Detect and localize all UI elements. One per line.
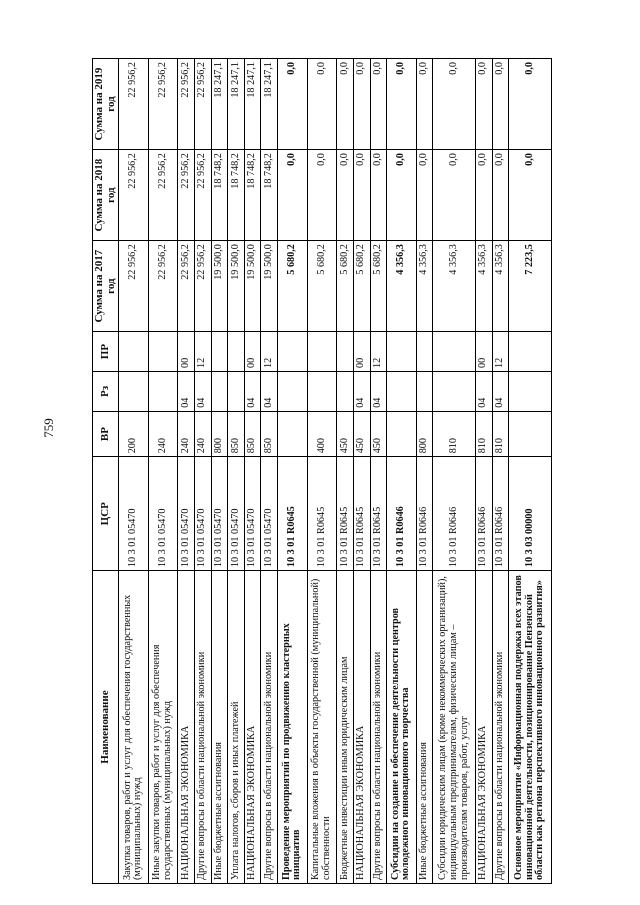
cell-sum-2019: 0,0 (509, 59, 552, 150)
table-row (416, 59, 433, 884)
cell-csr: 10 3 01 R0646 (387, 457, 417, 571)
cell-vr: 850 (244, 411, 261, 457)
cell-rz (509, 371, 552, 411)
cell-csr: 10 3 01 05470 (178, 457, 195, 571)
cell-sum-2019: 0,0 (433, 59, 476, 150)
cell-csr: 10 3 01 05470 (194, 457, 211, 571)
cell-vr: 400 (307, 411, 337, 457)
cell-name: Основное мероприятие «Информационная поддержка всех этапов инновационной деятельности, позиционирование Пензенской области как региона перспективного инновационного развития» (509, 571, 552, 884)
table-header-row (93, 59, 119, 884)
cell-csr: 10 3 01 R0646 (433, 457, 476, 571)
table-row (244, 59, 261, 884)
cell-sum-2017: 5 680,2 (353, 241, 370, 332)
cell-rz (307, 371, 337, 411)
cell-sum-2017: 5 680,2 (307, 241, 337, 332)
cell-pr: 00 (244, 332, 261, 372)
cell-vr: 810 (433, 411, 476, 457)
cell-rz (119, 371, 149, 411)
table-row (278, 59, 308, 884)
cell-sum-2019: 18 247,1 (228, 59, 245, 150)
header-vr: ВР (93, 411, 119, 457)
cell-sum-2019: 0,0 (278, 59, 308, 150)
cell-rz: 04 (492, 371, 509, 411)
header-sum-2019: Сумма на 2019 год (93, 59, 119, 150)
cell-rz: 04 (261, 371, 278, 411)
cell-rz: 04 (370, 371, 387, 411)
cell-sum-2017: 22 956,2 (148, 241, 178, 332)
cell-csr: 10 3 01 R0645 (278, 457, 308, 571)
cell-vr: 850 (228, 411, 245, 457)
cell-csr: 10 3 01 R0646 (492, 457, 509, 571)
cell-vr (387, 411, 417, 457)
table-row (148, 59, 178, 884)
table-row (307, 59, 337, 884)
cell-vr: 800 (211, 411, 228, 457)
cell-csr: 10 3 01 R0646 (476, 457, 493, 571)
cell-sum-2019: 22 956,2 (148, 59, 178, 150)
cell-sum-2017: 7 223,5 (509, 241, 552, 332)
table-row (261, 59, 278, 884)
cell-sum-2018: 22 956,2 (194, 150, 211, 241)
cell-sum-2019: 22 956,2 (194, 59, 211, 150)
cell-rz (433, 371, 476, 411)
cell-sum-2019: 0,0 (416, 59, 433, 150)
cell-sum-2019: 0,0 (476, 59, 493, 150)
cell-sum-2017: 22 956,2 (178, 241, 195, 332)
cell-rz (278, 371, 308, 411)
cell-sum-2019: 22 956,2 (119, 59, 149, 150)
cell-pr (119, 332, 149, 372)
table-row (337, 59, 354, 884)
cell-pr (278, 332, 308, 372)
cell-sum-2019: 0,0 (370, 59, 387, 150)
cell-pr (509, 332, 552, 372)
cell-sum-2018: 22 956,2 (119, 150, 149, 241)
cell-name: Проведение мероприятий по продвижению кластерных инициатив (278, 571, 308, 884)
budget-table (92, 58, 552, 884)
cell-sum-2017: 5 680,2 (278, 241, 308, 332)
cell-vr: 850 (261, 411, 278, 457)
budget-table-container (92, 58, 552, 884)
cell-sum-2018: 18 748,2 (244, 150, 261, 241)
page-number: 759 (41, 418, 56, 438)
cell-name: НАЦИОНАЛЬНАЯ ЭКОНОМИКА (244, 571, 261, 884)
cell-vr: 240 (194, 411, 211, 457)
cell-sum-2019: 18 247,1 (211, 59, 228, 150)
cell-sum-2019: 22 956,2 (178, 59, 195, 150)
header-sum-2017: Сумма на 2017 год (93, 241, 119, 332)
table-row (211, 59, 228, 884)
cell-vr: 810 (476, 411, 493, 457)
cell-sum-2019: 0,0 (307, 59, 337, 150)
cell-name: Субсидии на создание и обеспечение деятельности центров молодежного инновационного творчества (387, 571, 417, 884)
cell-sum-2018: 18 748,2 (228, 150, 245, 241)
cell-sum-2017: 19 500,0 (244, 241, 261, 332)
cell-pr (433, 332, 476, 372)
cell-pr (337, 332, 354, 372)
cell-rz (211, 371, 228, 411)
cell-name: Другие вопросы в области национальной экономики (261, 571, 278, 884)
cell-name: Другие вопросы в области национальной экономики (492, 571, 509, 884)
cell-pr: 12 (370, 332, 387, 372)
cell-sum-2018: 22 956,2 (178, 150, 195, 241)
cell-rz (387, 371, 417, 411)
cell-sum-2019: 18 247,1 (261, 59, 278, 150)
cell-sum-2018: 0,0 (476, 150, 493, 241)
cell-sum-2017: 5 680,2 (370, 241, 387, 332)
table-row (353, 59, 370, 884)
cell-sum-2017: 4 356,3 (476, 241, 493, 332)
cell-pr: 12 (194, 332, 211, 372)
cell-csr: 10 3 01 R0645 (337, 457, 354, 571)
cell-pr (228, 332, 245, 372)
cell-vr: 800 (416, 411, 433, 457)
cell-vr (509, 411, 552, 457)
header-rz: Рз (93, 371, 119, 411)
cell-rz: 04 (244, 371, 261, 411)
cell-sum-2017: 4 356,3 (433, 241, 476, 332)
cell-vr: 450 (337, 411, 354, 457)
cell-csr: 10 3 01 05470 (228, 457, 245, 571)
cell-sum-2017: 4 356,3 (387, 241, 417, 332)
table-row (370, 59, 387, 884)
cell-csr: 10 3 01 R0645 (353, 457, 370, 571)
cell-pr (387, 332, 417, 372)
table-row (119, 59, 149, 884)
cell-sum-2018: 18 748,2 (261, 150, 278, 241)
cell-name: НАЦИОНАЛЬНАЯ ЭКОНОМИКА (353, 571, 370, 884)
cell-sum-2018: 0,0 (337, 150, 354, 241)
cell-csr: 10 3 01 05470 (211, 457, 228, 571)
cell-sum-2019: 18 247,1 (244, 59, 261, 150)
cell-sum-2018: 18 748,2 (211, 150, 228, 241)
cell-csr: 10 3 03 00000 (509, 457, 552, 571)
cell-csr: 10 3 01 05470 (119, 457, 149, 571)
cell-rz: 04 (476, 371, 493, 411)
cell-sum-2017: 22 956,2 (194, 241, 211, 332)
cell-sum-2019: 0,0 (387, 59, 417, 150)
header-name: Наименование (93, 571, 119, 884)
cell-csr: 10 3 01 05470 (244, 457, 261, 571)
cell-vr (278, 411, 308, 457)
cell-csr: 10 3 01 R0645 (370, 457, 387, 571)
cell-name: Иные бюджетные ассигнования (211, 571, 228, 884)
cell-sum-2017: 19 500,0 (228, 241, 245, 332)
cell-csr: 10 3 01 R0646 (416, 457, 433, 571)
header-pr: ПР (93, 332, 119, 372)
cell-sum-2019: 0,0 (492, 59, 509, 150)
cell-name: Уплата налогов, сборов и иных платежей (228, 571, 245, 884)
cell-sum-2017: 5 680,2 (337, 241, 354, 332)
cell-rz: 04 (194, 371, 211, 411)
cell-sum-2018: 22 956,2 (148, 150, 178, 241)
cell-pr (307, 332, 337, 372)
cell-name: Иные закупки товаров, работ и услуг для обеспечения государственных (муниципальных) нужд (148, 571, 178, 884)
cell-pr: 00 (476, 332, 493, 372)
table-row (387, 59, 417, 884)
cell-name: Капитальные вложения в объекты государственной (муниципальной) собственности (307, 571, 337, 884)
header-sum-2018: Сумма на 2018 год (93, 150, 119, 241)
cell-rz: 04 (178, 371, 195, 411)
table-row (476, 59, 493, 884)
cell-name: Иные бюджетные ассигнования (416, 571, 433, 884)
cell-rz: 04 (353, 371, 370, 411)
cell-vr: 200 (119, 411, 149, 457)
table-row (509, 59, 552, 884)
cell-sum-2018: 0,0 (370, 150, 387, 241)
cell-csr: 10 3 01 05470 (148, 457, 178, 571)
cell-sum-2018: 0,0 (492, 150, 509, 241)
cell-pr: 00 (178, 332, 195, 372)
cell-rz (337, 371, 354, 411)
cell-pr (416, 332, 433, 372)
cell-rz (228, 371, 245, 411)
cell-name: Закупка товаров, работ и услуг для обеспечения государственных (муниципальных) нужд (119, 571, 149, 884)
cell-vr: 450 (353, 411, 370, 457)
cell-sum-2017: 4 356,3 (416, 241, 433, 332)
cell-vr: 240 (148, 411, 178, 457)
cell-sum-2018: 0,0 (278, 150, 308, 241)
cell-rz (148, 371, 178, 411)
cell-sum-2018: 0,0 (509, 150, 552, 241)
cell-vr: 450 (370, 411, 387, 457)
cell-pr: 00 (353, 332, 370, 372)
table-row (433, 59, 476, 884)
cell-sum-2018: 0,0 (387, 150, 417, 241)
cell-sum-2018: 0,0 (416, 150, 433, 241)
cell-sum-2017: 19 500,0 (211, 241, 228, 332)
cell-csr: 10 3 01 R0645 (307, 457, 337, 571)
cell-name: Другие вопросы в области национальной экономики (370, 571, 387, 884)
cell-name: Другие вопросы в области национальной экономики (194, 571, 211, 884)
cell-name: Бюджетные инвестиции иным юридическим лицам (337, 571, 354, 884)
table-row (178, 59, 195, 884)
cell-sum-2017: 19 500,0 (261, 241, 278, 332)
table-row (194, 59, 211, 884)
cell-sum-2018: 0,0 (433, 150, 476, 241)
cell-sum-2017: 22 956,2 (119, 241, 149, 332)
cell-sum-2018: 0,0 (353, 150, 370, 241)
cell-name: Субсидии юридическим лицам (кроме некоммерческих организаций), индивидуальным предпринимателям, физическим лицам – производителям товаров, работ, услуг (433, 571, 476, 884)
cell-sum-2019: 0,0 (353, 59, 370, 150)
header-csr: ЦСР (93, 457, 119, 571)
cell-sum-2019: 0,0 (337, 59, 354, 150)
cell-name: НАЦИОНАЛЬНАЯ ЭКОНОМИКА (178, 571, 195, 884)
cell-pr: 12 (492, 332, 509, 372)
cell-name: НАЦИОНАЛЬНАЯ ЭКОНОМИКА (476, 571, 493, 884)
cell-rz (416, 371, 433, 411)
table-row (492, 59, 509, 884)
cell-pr: 12 (261, 332, 278, 372)
table-row (228, 59, 245, 884)
cell-sum-2017: 4 356,3 (492, 241, 509, 332)
cell-pr (148, 332, 178, 372)
cell-csr: 10 3 01 05470 (261, 457, 278, 571)
cell-vr: 810 (492, 411, 509, 457)
cell-pr (211, 332, 228, 372)
cell-vr: 240 (178, 411, 195, 457)
cell-sum-2018: 0,0 (307, 150, 337, 241)
table-body (119, 59, 552, 884)
